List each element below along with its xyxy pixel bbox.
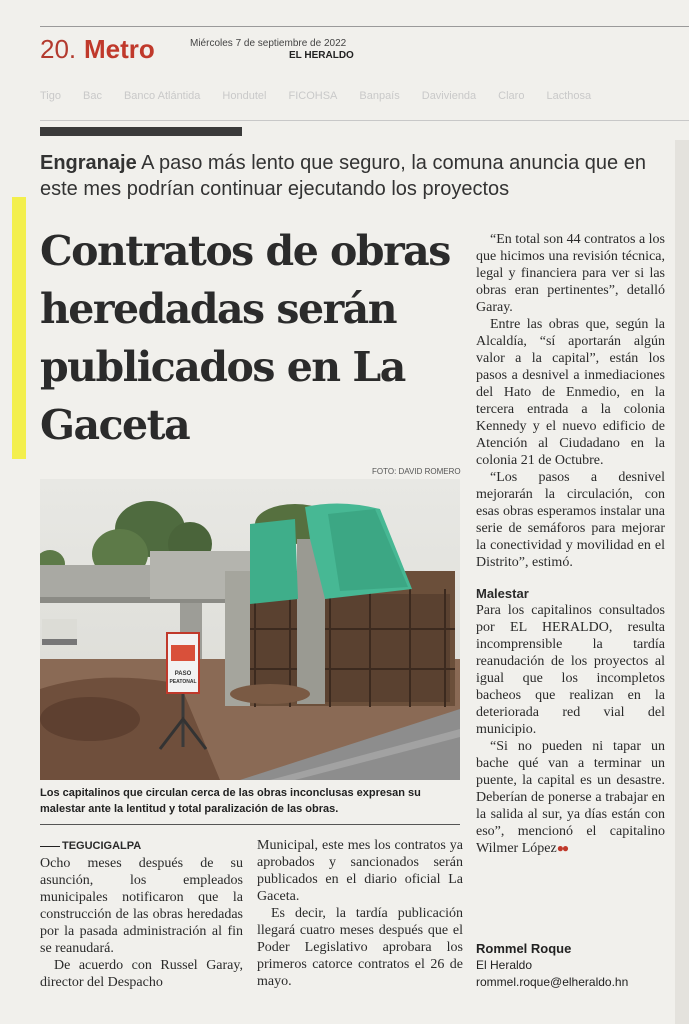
- kicker-text: A paso más lento que seguro, la comuna anuncia que en este mes podrían continuar ejecutando los proyectos: [40, 152, 646, 200]
- caption-rule: [40, 824, 460, 825]
- paragraph: “Los pasos a desnivel mejorarán la circulación, con esas obras esperamos instalar una serie de semáforos para mejorar la conectividad y movilidad en el Distrito”, estimó.: [476, 470, 665, 570]
- byline: [476, 940, 676, 991]
- kicker-label: Engranaje: [40, 152, 137, 174]
- article-column-3: [476, 231, 665, 857]
- issue-date: Miércoles 7 de septiembre de 2022: [190, 38, 347, 49]
- photo-caption: Los capitalinos que circulan cerca de las obras inconclusas expresan su malestar ante la lentitud y total paralización de las obras.: [40, 787, 421, 815]
- photo-credit: FOTO: DAVID ROMERO: [372, 467, 461, 476]
- author-name: Rommel Roque: [476, 941, 572, 956]
- sign-text-bottom: PEATONAL: [169, 679, 197, 685]
- subheading: Malestar: [476, 586, 529, 601]
- paragraph: Ocho meses después de su asunción, los empleados municipales notificaron que la construcción de las obras heredadas por la pasada administración al fin se reanudará.: [40, 856, 243, 956]
- highlighter-mark: [12, 197, 26, 459]
- sign-text-top: PASO: [174, 671, 192, 677]
- paragraph: “En total son 44 contratos a los que hicimos una revisión técnica, legal y financiera para ver si las obras eran pertinentes”, detalló Garay.: [476, 232, 665, 315]
- sponsor-logo: Banco Atlántida: [123, 90, 201, 102]
- adjacent-page-edge: [675, 140, 689, 1024]
- top-rule: [40, 26, 689, 27]
- sponsor-strip: [40, 72, 689, 120]
- paragraph: Es decir, la tardía publicación llegará cuatro meses después que el Poder Legislativo aprobara los primeros catorce contratos el 26 de mayo.: [257, 906, 463, 989]
- article-column-2: [257, 837, 463, 990]
- divider: [40, 120, 689, 121]
- sponsor-logo: Lacthosa: [546, 90, 592, 102]
- sponsor-logo: Bac: [83, 90, 102, 102]
- headline: Contratos de obras heredadas serán publicados en La Gaceta: [40, 227, 450, 449]
- sponsor-logo: Claro: [498, 90, 525, 102]
- paragraph: De acuerdo con Russel Garay, director del Despacho: [40, 958, 243, 990]
- dateline: TEGUCIGALPA: [40, 838, 243, 855]
- sponsor-logo: Tigo: [40, 90, 61, 102]
- kicker: [40, 150, 660, 202]
- author-email: rommel.roque@elheraldo.hn: [476, 975, 629, 989]
- paragraph: Municipal, este mes los contratos ya aprobados y sancionados serán publicados en el diario oficial La Gaceta.: [257, 838, 463, 904]
- paragraph: Entre las obras que, según la Alcaldía, “sí aportarán algún valor a la capital”, están los pasos a desnivel a inmediaciones del Hato de Enmedio, en la tercera entrada a la colonia Kennedy y el nuevo edificio de Atención al Ciudadano en la colonia 21 de Octubre.: [476, 317, 665, 468]
- page-number: 20.: [40, 34, 77, 64]
- newspaper-name: EL HERALDO: [289, 50, 354, 61]
- sponsor-logo: Banpaís: [359, 90, 400, 102]
- section-title: Metro: [84, 34, 155, 64]
- sponsor-logo: Hondutel: [222, 90, 267, 102]
- paragraph: Para los capitalinos consultados por EL HERALDO, resulta incomprensible la tardía reanudación de los proyectos al igual que los incompletos bacheos que realizan en la deteriorada red vial del municipio.: [476, 603, 665, 737]
- article-photo: [40, 479, 460, 780]
- sponsor-logo: Davivienda: [421, 90, 477, 102]
- kicker-rule: [40, 127, 242, 136]
- paragraph: “Si no pueden ni tapar un bache qué van a terminar un puente, la capital es un desastre. Deberían de ponerse a trabajar en la salida al sur, ya días están con eso”, mencionó el capitalino Wilmer López●●: [476, 739, 665, 856]
- sponsor-logo: FICOHSA: [288, 90, 338, 102]
- article-column-1: [40, 838, 243, 991]
- author-outlet: El Heraldo: [476, 958, 533, 972]
- end-mark: ●●: [556, 841, 568, 855]
- construction-photo: [40, 479, 460, 780]
